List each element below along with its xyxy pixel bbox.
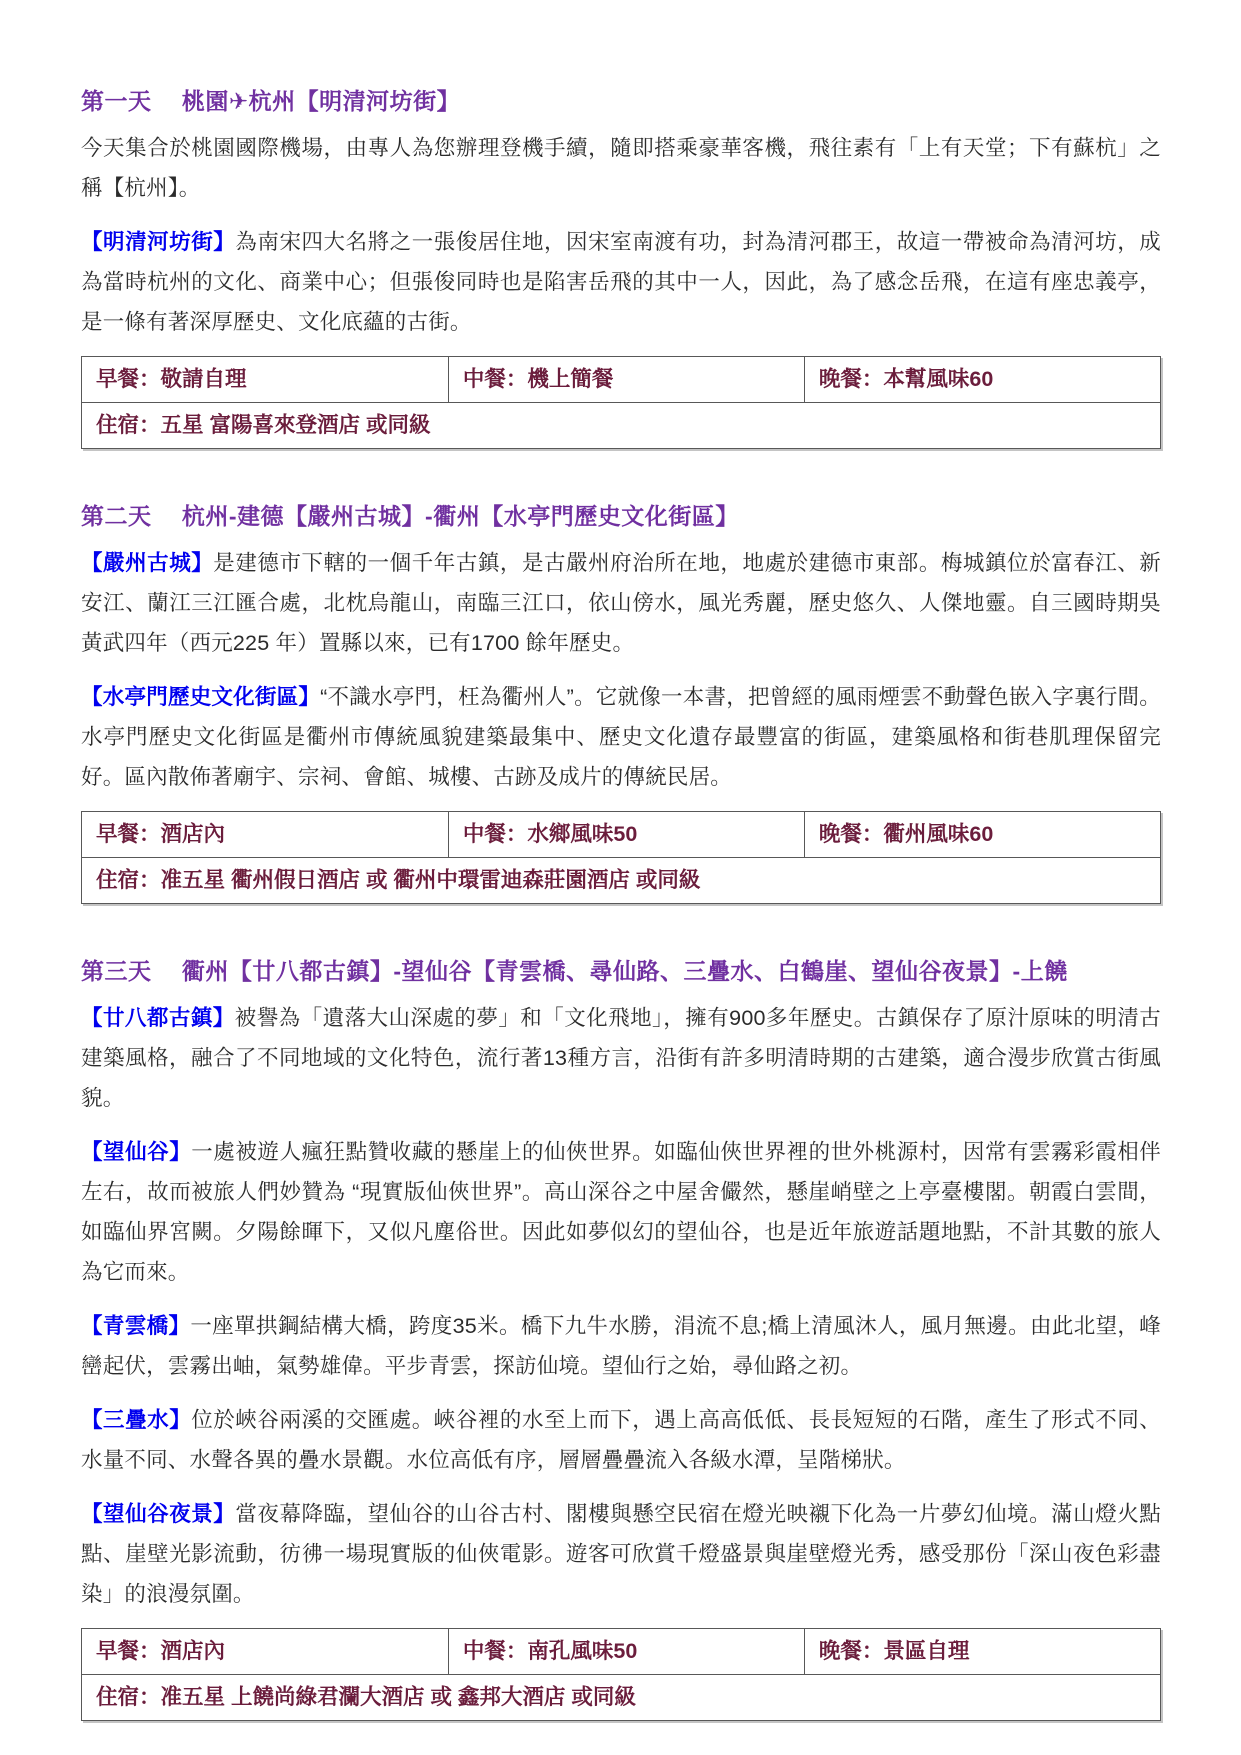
breakfast-cell: 早餐：酒店內 bbox=[82, 1629, 449, 1675]
attraction-tag: 【嚴州古城】 bbox=[81, 551, 214, 575]
attraction-tag: 【青雲橋】 bbox=[81, 1314, 191, 1338]
paragraph-text: 今天集合於桃園國際機場，由專人為您辦理登機手續，隨即搭乘豪華客機，飛往素有「上有天堂；下有蘇杭」之稱【杭州】。 bbox=[81, 136, 1161, 200]
day-3-title: 第三天 衢州【廿八都古鎮】-望仙谷【青雲橋、尋仙路、三疊水、白鶴崖、望仙谷夜景】-上饒 bbox=[81, 958, 1068, 984]
day-2-meals-table bbox=[81, 811, 1161, 904]
paragraph-text: 為南宋四大名將之一張俊居住地，因宋室南渡有功，封為清河郡王，故這一帶被命為清河坊，成為當時杭州的文化、商業中心；但張俊同時也是陷害岳飛的其中一人，因此，為了感念岳飛，在這有座忠義亭，是一條有著深厚歷史、文化底蘊的古街。 bbox=[81, 230, 1162, 334]
day-3-paragraph-nianbadu bbox=[81, 998, 1161, 1118]
breakfast-cell: 早餐：敬請自理 bbox=[82, 357, 449, 403]
hotel-cell: 住宿：五星 富陽喜來登酒店 或同級 bbox=[82, 403, 1161, 449]
paragraph-text: “不識水亭門，枉為衢州人”。它就像一本書，把曾經的風雨煙雲不動聲色嵌入字裏行間。水亭門歷史文化街區是衢州市傳統風貌建築最集中、歷史文化遺存最豐富的街區，建築風格和街巷肌理保留完好。區內散佈著廟宇、宗祠、會館、城樓、古跡及成片的傳統民居。 bbox=[81, 685, 1161, 789]
paragraph-text: 位於峽谷兩溪的交匯處。峽谷裡的水至上而下，遇上高高低低、長長短短的石階，產生了形式不同、水量不同、水聲各異的疊水景觀。水位高低有序，層層疊疊流入各級水潭，呈階梯狀。 bbox=[81, 1408, 1161, 1472]
hotel-row bbox=[82, 858, 1161, 904]
paragraph-text: 一座單拱鋼結構大橋，跨度35米。橋下九牛水勝，涓流不息;橋上清風沐人，風月無邊。由此北望，峰巒起伏，雲霧出岫，氣勢雄偉。平步青雲，探訪仙境。望仙行之始，尋仙路之初。 bbox=[81, 1314, 1161, 1378]
day-2-paragraph-shuitingmen bbox=[81, 677, 1161, 797]
hotel-cell: 住宿：准五星 上饒尚綠君瀾大酒店 或 鑫邦大酒店 或同級 bbox=[82, 1675, 1161, 1721]
day-3-paragraph-wangxiangu bbox=[81, 1132, 1161, 1292]
day-3-paragraph-sandieshui bbox=[81, 1400, 1161, 1480]
hotel-cell: 住宿：准五星 衢州假日酒店 或 衢州中環雷迪森莊園酒店 或同級 bbox=[82, 858, 1161, 904]
day-1-title: 第一天 桃園✈杭州【明清河坊街】 bbox=[81, 88, 461, 114]
lunch-cell: 中餐：機上簡餐 bbox=[448, 357, 804, 403]
paragraph-text: 是建德市下轄的一個千年古鎮，是古嚴州府治所在地，地處於建德市東部。梅城鎮位於富春江、新安江、蘭江三江匯合處，北枕烏龍山，南臨三江口，依山傍水，風光秀麗，歷史悠久、人傑地靈。自三國時期吳黃武四年（西元225 年）置縣以來，已有1700 餘年歷史。 bbox=[81, 551, 1162, 655]
day-3-meals-table bbox=[81, 1628, 1161, 1721]
meals-row bbox=[82, 357, 1161, 403]
day-3-paragraph-qingyunqiao bbox=[81, 1306, 1161, 1386]
day-2-paragraph-yanzhou bbox=[81, 543, 1161, 663]
dinner-cell: 晚餐：衢州風味60 bbox=[804, 812, 1160, 858]
day-1-paragraph-qinghe-fang bbox=[81, 222, 1161, 342]
dinner-cell: 晚餐：景區自理 bbox=[804, 1629, 1160, 1675]
attraction-tag: 【明清河坊街】 bbox=[81, 230, 236, 254]
hotel-row bbox=[82, 1675, 1161, 1721]
attraction-tag: 【三疊水】 bbox=[81, 1408, 192, 1432]
lunch-cell: 中餐：水鄉風味50 bbox=[448, 812, 804, 858]
day-2-title: 第二天 杭州-建德【嚴州古城】-衢州【水亭門歷史文化街區】 bbox=[81, 503, 739, 529]
hotel-row bbox=[82, 403, 1161, 449]
attraction-tag: 【望仙谷】 bbox=[81, 1140, 192, 1164]
paragraph-text: 一處被遊人瘋狂點贊收藏的懸崖上的仙俠世界。如臨仙俠世界裡的世外桃源村，因常有雲霧彩霞相伴左右，故而被旅人們妙贊為 “現實版仙俠世界”。高山深谷之中屋舍儼然，懸崖峭壁之上亭臺樓閣。朝霞白雲間，如臨仙界宮闕。夕陽餘暉下，又似凡塵俗世。因此如夢似幻的望仙谷，也是近年旅遊話題地點，不計其數的旅人為它而來。 bbox=[81, 1140, 1161, 1284]
day-1-paragraph-intro bbox=[81, 128, 1161, 208]
meals-row bbox=[82, 1629, 1161, 1675]
paragraph-text: 被譽為「遺落大山深處的夢」和「文化飛地」，擁有900多年歷史。古鎮保存了原汁原味的明清古建築風格，融合了不同地域的文化特色，流行著13種方言，沿街有許多明清時期的古建築，適合漫步欣賞古街風貌。 bbox=[81, 1006, 1161, 1110]
meals-row bbox=[82, 812, 1161, 858]
day-3-paragraph-yejing bbox=[81, 1494, 1161, 1614]
lunch-cell: 中餐：南孔風味50 bbox=[448, 1629, 804, 1675]
day-2-section bbox=[81, 499, 1161, 904]
day-3-section bbox=[81, 954, 1161, 1721]
breakfast-cell: 早餐：酒店內 bbox=[82, 812, 449, 858]
day-1-meals-table bbox=[81, 356, 1161, 449]
dinner-cell: 晚餐：本幫風味60 bbox=[804, 357, 1160, 403]
attraction-tag: 【水亭門歷史文化街區】 bbox=[81, 685, 321, 709]
paragraph-text: 當夜幕降臨，望仙谷的山谷古村、閣樓與懸空民宿在燈光映襯下化為一片夢幻仙境。滿山燈火點點、崖壁光影流動，彷彿一場現實版的仙俠電影。遊客可欣賞千燈盛景與崖壁燈光秀，感受那份「深山夜色彩盡染」的浪漫氛圍。 bbox=[81, 1502, 1162, 1606]
attraction-tag: 【望仙谷夜景】 bbox=[81, 1502, 236, 1526]
attraction-tag: 【廿八都古鎮】 bbox=[81, 1006, 235, 1030]
day-1-section bbox=[81, 84, 1161, 449]
